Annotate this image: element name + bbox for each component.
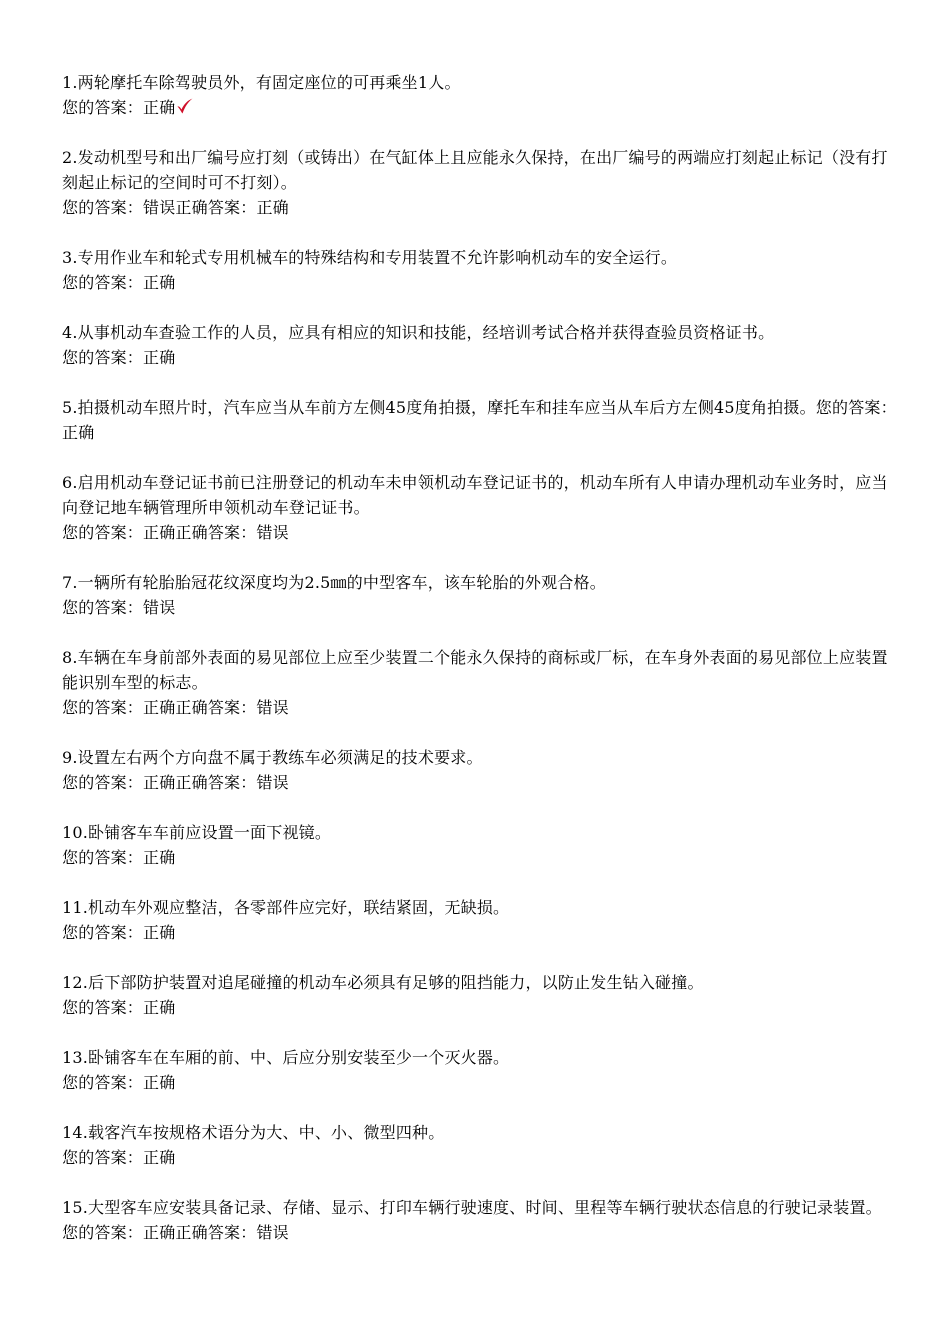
- question-item: [62, 1120, 902, 1170]
- question-item: [62, 470, 902, 545]
- question-text: [62, 970, 902, 995]
- answer-line: [62, 1220, 902, 1245]
- question-text: [62, 895, 902, 920]
- correct-answer-value: 错误: [256, 698, 289, 717]
- your-answer-value: 错误: [143, 598, 176, 617]
- question-statement: 7.一辆所有轮胎胎冠花纹深度均为2.5㎜的中型客车，该车轮胎的外观合格。: [62, 573, 606, 592]
- question-item: [62, 1045, 902, 1095]
- answer-line: [62, 695, 902, 720]
- correct-answer-value: 错误: [256, 523, 289, 542]
- question-statement: 11.机动车外观应整洁，各零部件应完好，联结紧固，无缺损。: [62, 898, 510, 917]
- question-text: [62, 1045, 902, 1070]
- question-item: [62, 145, 902, 220]
- answer-line: [62, 595, 902, 620]
- correct-answer-label: 正确答案：: [175, 523, 257, 542]
- question-item: [62, 820, 902, 870]
- your-answer-label: 您的答案：: [62, 1073, 144, 1092]
- your-answer-label: 您的答案：: [62, 348, 144, 367]
- your-answer-value: 错误: [143, 198, 176, 217]
- your-answer-label: 您的答案：: [62, 198, 144, 217]
- your-answer-label: 您的答案：: [62, 848, 144, 867]
- your-answer-value: 正确: [143, 523, 176, 542]
- your-answer-value: 正确: [62, 423, 95, 442]
- correct-answer-label: 正确答案：: [175, 698, 257, 717]
- question-statement: 13.卧铺客车在车厢的前、中、后应分别安装至少一个灭火器。: [62, 1048, 510, 1067]
- question-item: [62, 320, 902, 370]
- your-answer-label: 您的答案：: [62, 1148, 144, 1167]
- question-text: [62, 395, 902, 445]
- question-statement: 9.设置左右两个方向盘不属于教练车必须满足的技术要求。: [62, 748, 483, 767]
- answer-line: [62, 920, 902, 945]
- answer-line: [62, 270, 902, 295]
- correct-answer-label: 正确答案：: [175, 1223, 257, 1242]
- question-statement: 1.两轮摩托车除驾驶员外，有固定座位的可再乘坐1人。: [62, 73, 461, 92]
- question-list: [62, 70, 902, 1270]
- question-item: [62, 395, 902, 445]
- your-answer-value: 正确: [143, 773, 176, 792]
- your-answer-label: 您的答案：: [62, 523, 144, 542]
- correct-answer-label: 正确答案：: [175, 198, 257, 217]
- question-text: [62, 570, 902, 595]
- question-item: [62, 70, 902, 120]
- question-text: [62, 820, 902, 845]
- question-statement: 6.启用机动车登记证书前已注册登记的机动车未申领机动车登记证书的，机动车所有人申请办理机动车业务时，应当向登记地车辆管理所申领机动车登记证书。: [62, 473, 888, 517]
- question-text: [62, 1195, 902, 1220]
- question-statement: 5.拍摄机动车照片时，汽车应当从车前方左侧45度角拍摄，摩托车和挂车应当从车后方左侧45度角拍摄。: [62, 398, 816, 417]
- your-answer-value: 正确: [143, 1223, 176, 1242]
- your-answer-value: 正确: [143, 98, 176, 117]
- answer-line: [62, 995, 902, 1020]
- question-statement: 12.后下部防护装置对追尾碰撞的机动车必须具有足够的阻挡能力，以防止发生钻入碰撞。: [62, 973, 704, 992]
- answer-line: [62, 1145, 902, 1170]
- your-answer-value: 正确: [143, 1148, 176, 1167]
- your-answer-label: 您的答案：: [62, 598, 144, 617]
- your-answer-value: 正确: [143, 1073, 176, 1092]
- correct-answer-label: 正确答案：: [175, 773, 257, 792]
- question-statement: 2.发动机型号和出厂编号应打刻（或铸出）在气缸体上且应能永久保持，在出厂编号的两端应打刻起止标记（没有打刻起止标记的空间时可不打刻）。: [62, 148, 888, 192]
- your-answer-value: 正确: [143, 348, 176, 367]
- your-answer-label: 您的答案：: [62, 923, 144, 942]
- answer-line: [62, 1070, 902, 1095]
- checkmark-icon: [176, 97, 194, 115]
- question-text: [62, 320, 902, 345]
- question-statement: 14.载客汽车按规格术语分为大、中、小、微型四种。: [62, 1123, 445, 1142]
- answer-line: [62, 195, 902, 220]
- answer-line: [62, 770, 902, 795]
- question-item: [62, 570, 902, 620]
- correct-answer-value: 错误: [256, 773, 289, 792]
- question-statement: 8.车辆在车身前部外表面的易见部位上应至少装置二个能永久保持的商标或厂标，在车身外表面的易见部位上应装置能识别车型的标志。: [62, 648, 888, 692]
- question-item: [62, 645, 902, 720]
- question-text: [62, 1120, 902, 1145]
- your-answer-label: 您的答案：: [62, 773, 144, 792]
- answer-line: [62, 95, 902, 120]
- question-text: [62, 145, 902, 195]
- answer-line: [62, 520, 902, 545]
- your-answer-label: 您的答案：: [62, 98, 144, 117]
- question-text: [62, 70, 902, 95]
- your-answer-value: 正确: [143, 273, 176, 292]
- question-item: [62, 745, 902, 795]
- question-item: [62, 1195, 902, 1245]
- question-text: [62, 745, 902, 770]
- correct-answer-value: 错误: [256, 1223, 289, 1242]
- your-answer-label: 您的答案：: [815, 398, 897, 417]
- answer-line: [62, 845, 902, 870]
- question-item: [62, 970, 902, 1020]
- question-text: [62, 245, 902, 270]
- question-statement: 4.从事机动车查验工作的人员，应具有相应的知识和技能，经培训考试合格并获得查验员资格证书。: [62, 323, 775, 342]
- your-answer-label: 您的答案：: [62, 998, 144, 1017]
- your-answer-label: 您的答案：: [62, 273, 144, 292]
- your-answer-label: 您的答案：: [62, 1223, 144, 1242]
- question-statement: 15.大型客车应安装具备记录、存储、显示、打印车辆行驶速度、时间、里程等车辆行驶状态信息的行驶记录装置。: [62, 1198, 882, 1217]
- your-answer-value: 正确: [143, 848, 176, 867]
- question-item: [62, 895, 902, 945]
- question-text: [62, 645, 902, 695]
- answer-line: [62, 345, 902, 370]
- correct-answer-value: 正确: [256, 198, 289, 217]
- question-statement: 10.卧铺客车车前应设置一面下视镜。: [62, 823, 332, 842]
- question-text: [62, 470, 902, 520]
- your-answer-value: 正确: [143, 698, 176, 717]
- your-answer-value: 正确: [143, 923, 176, 942]
- question-item: [62, 245, 902, 295]
- your-answer-label: 您的答案：: [62, 698, 144, 717]
- your-answer-value: 正确: [143, 998, 176, 1017]
- question-statement: 3.专用作业车和轮式专用机械车的特殊结构和专用装置不允许影响机动车的安全运行。: [62, 248, 678, 267]
